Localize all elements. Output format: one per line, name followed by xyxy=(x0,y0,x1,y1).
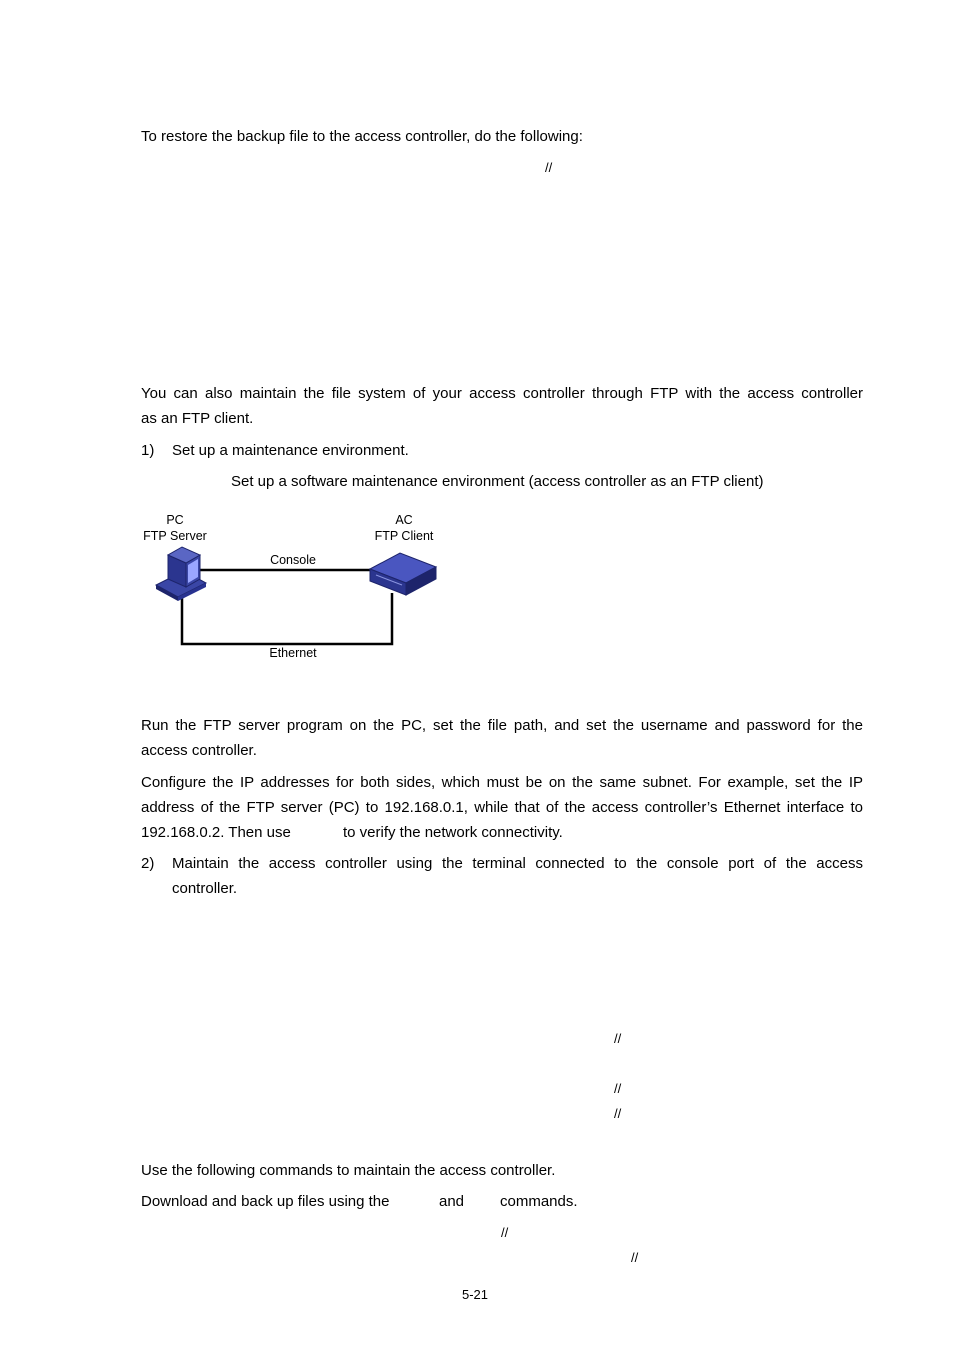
pc-role-label: FTP Server xyxy=(143,529,207,543)
restore-intro-text: To restore the backup file to the access controller, do the following: xyxy=(141,128,583,145)
configure-ip-paragraph-line2: address of the FTP server (PC) to 192.168.0.1, while that of the access controller’s Ethernet interface to xyxy=(141,799,863,816)
ac-device-icon xyxy=(370,553,436,595)
step-2-text-line1: Maintain the access controller using the terminal connected to the console port of the access xyxy=(172,855,863,872)
comment-marker: // xyxy=(614,1031,622,1046)
use-commands-text: Use the following commands to maintain the access controller. xyxy=(141,1162,556,1179)
step-2-number: 2) xyxy=(141,855,155,872)
ethernet-link-label: Ethernet xyxy=(269,646,317,660)
configure-ip-paragraph-line3a: 192.168.0.2. Then use xyxy=(141,824,291,841)
comment-marker: // xyxy=(614,1106,622,1121)
step-1-number: 1) xyxy=(141,442,155,459)
comment-marker: // xyxy=(545,160,553,175)
ftp-client-paragraph-line2: as an FTP client. xyxy=(141,410,254,427)
step-2-text-line2: controller. xyxy=(172,880,238,897)
console-link-label: Console xyxy=(270,553,316,567)
comment-marker: // xyxy=(614,1081,622,1096)
download-text-part2: and xyxy=(439,1193,465,1210)
ac-label: AC xyxy=(395,513,413,527)
comment-marker: // xyxy=(631,1250,639,1265)
configure-ip-paragraph-line3b: to verify the network connectivity. xyxy=(343,824,563,841)
ftp-client-paragraph-line1: You can also maintain the file system of your access controller through FTP with the access controller xyxy=(141,385,863,402)
figure-caption: Set up a software maintenance environment (access controller as an FTP client) xyxy=(231,473,764,490)
step-1-text: Set up a maintenance environment. xyxy=(172,442,409,459)
pc-icon xyxy=(156,547,206,601)
page-number: 5-21 xyxy=(462,1287,489,1302)
comment-marker: // xyxy=(501,1225,509,1240)
diagram-drawing xyxy=(130,505,460,675)
run-ftp-paragraph-line1: Run the FTP server program on the PC, set the file path, and set the username and password for the xyxy=(141,717,863,734)
ethernet-link-line xyxy=(182,593,392,644)
configure-ip-paragraph-line1: Configure the IP addresses for both sides, which must be on the same subnet. For example, set the IP xyxy=(141,774,863,791)
download-text-part3: commands. xyxy=(500,1193,578,1210)
run-ftp-paragraph-line2: access controller. xyxy=(141,742,257,759)
network-diagram xyxy=(130,505,460,675)
pc-label: PC xyxy=(166,513,184,527)
ac-role-label: FTP Client xyxy=(374,529,434,543)
download-text-part1: Download and back up files using the xyxy=(141,1193,390,1210)
